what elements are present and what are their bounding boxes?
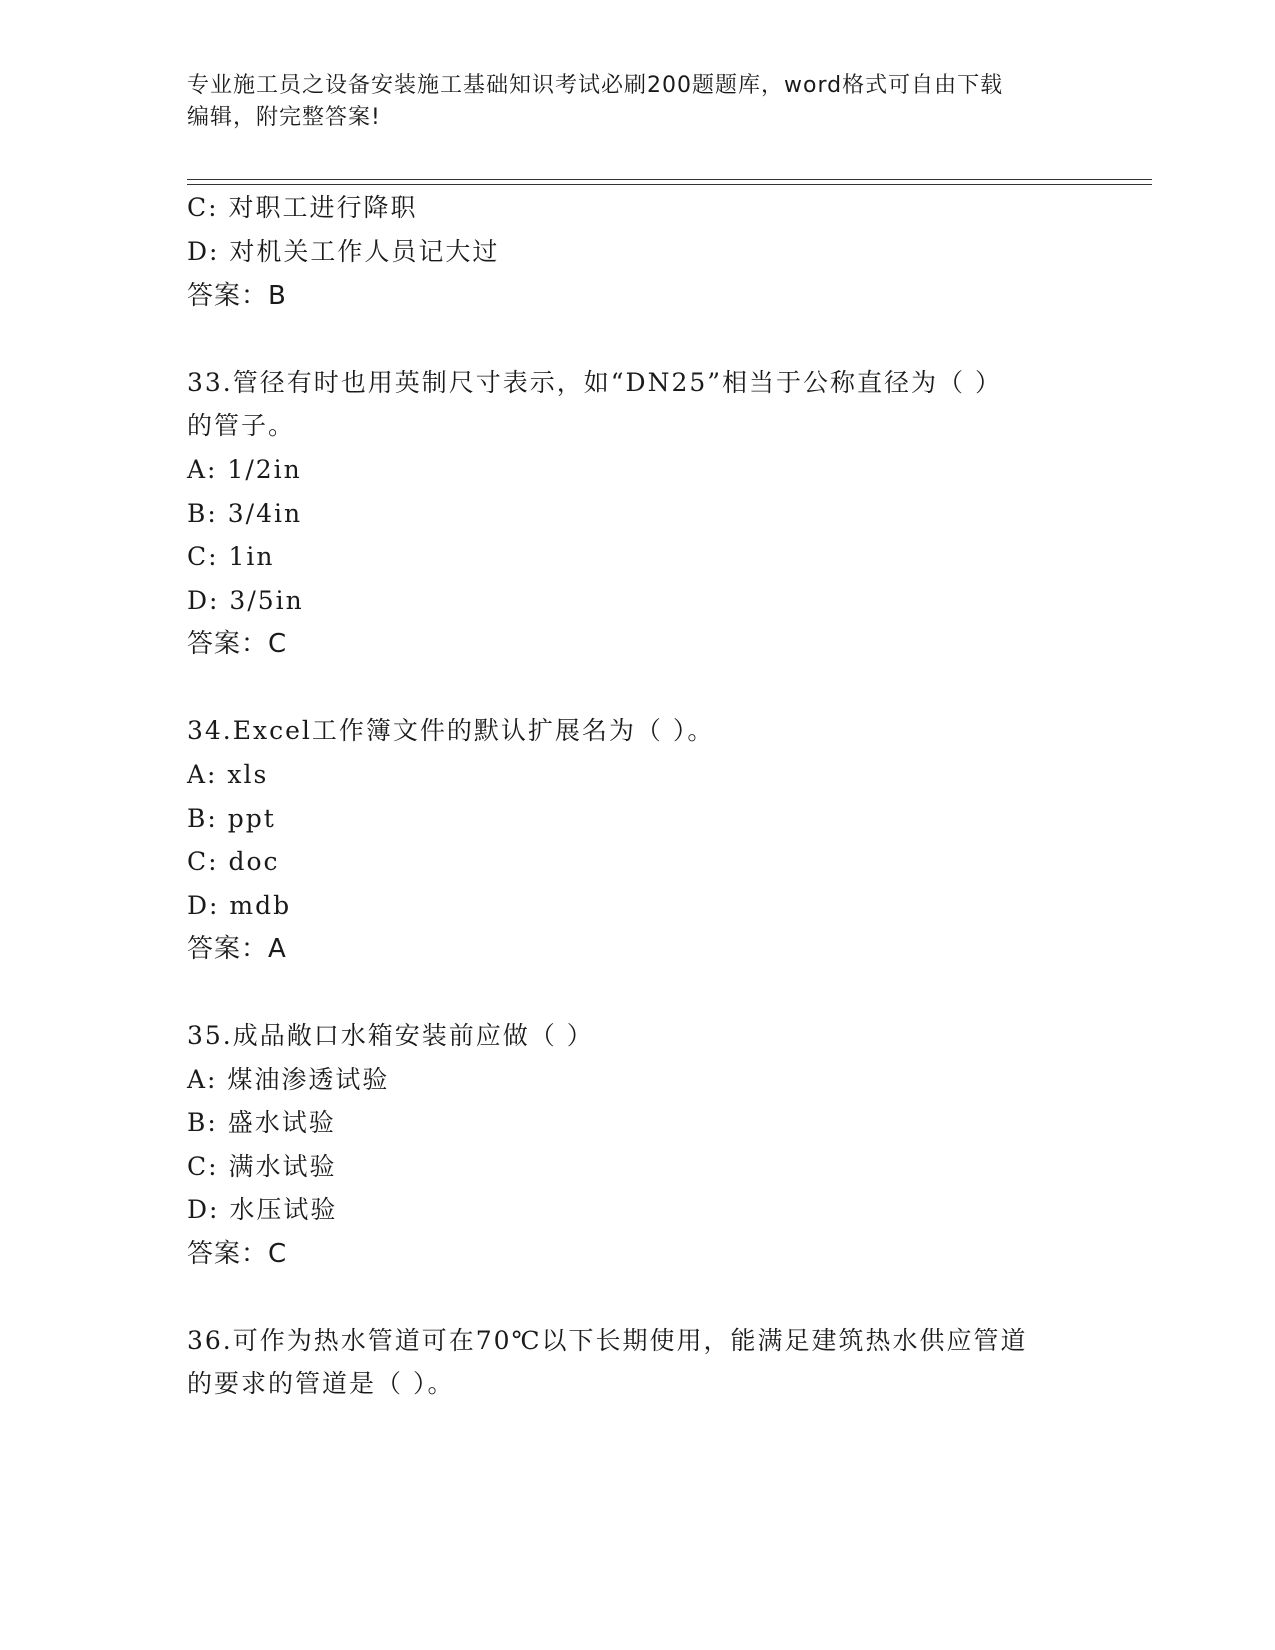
q35-stem: 35.成品敞口水箱安装前应做（ ）: [187, 1021, 594, 1050]
q34-answer: 答案：A: [187, 934, 287, 964]
q35-option-c: C: 满水试验: [187, 1152, 337, 1181]
q33-answer: 答案：C: [187, 629, 288, 659]
q34-option-a: A: xls: [187, 760, 269, 789]
q35-option-b: B: 盛水试验: [187, 1108, 336, 1137]
q32-option-c: C: 对职工进行降职: [187, 193, 418, 222]
q33-option-b: B: 3/4in: [187, 499, 303, 528]
q35-answer: 答案：C: [187, 1239, 288, 1269]
q34-stem: 34.Excel工作簿文件的默认扩展名为（ ）。: [187, 716, 715, 745]
q33-option-d: D: 3/5in: [187, 586, 304, 615]
q33-stem-line-1: 33.管径有时也用英制尺寸表示，如“DN25”相当于公称直径为（ ）: [187, 368, 1002, 397]
q32-answer: 答案：B: [187, 281, 287, 311]
q36-stem-line-1: 36.可作为热水管道可在70℃以下长期使用，能满足建筑热水供应管道: [187, 1326, 1028, 1355]
q35-option-a: A: 煤油渗透试验: [187, 1065, 390, 1094]
q34-option-c: C: doc: [187, 847, 280, 876]
q32-option-d: D: 对机关工作人员记大过: [187, 237, 500, 266]
q33-stem-line-2: 的管子。: [187, 411, 296, 440]
q34-option-d: D: mdb: [187, 891, 292, 920]
header-divider-bottom: [187, 184, 1152, 185]
q33-option-c: C: 1in: [187, 542, 275, 571]
q36-stem-line-2: 的要求的管道是（ ）。: [187, 1369, 455, 1398]
q33-option-a: A: 1/2in: [187, 455, 302, 484]
header-title-line-1: 专业施工员之设备安装施工基础知识考试必刷200题题库，word格式可自由下载: [187, 73, 1004, 98]
header-title-line-2: 编辑，附完整答案!: [187, 105, 381, 130]
header-divider-top: [187, 179, 1152, 180]
document-header: [187, 70, 1147, 134]
q34-option-b: B: ppt: [187, 804, 276, 833]
q35-option-d: D: 水压试验: [187, 1195, 338, 1224]
